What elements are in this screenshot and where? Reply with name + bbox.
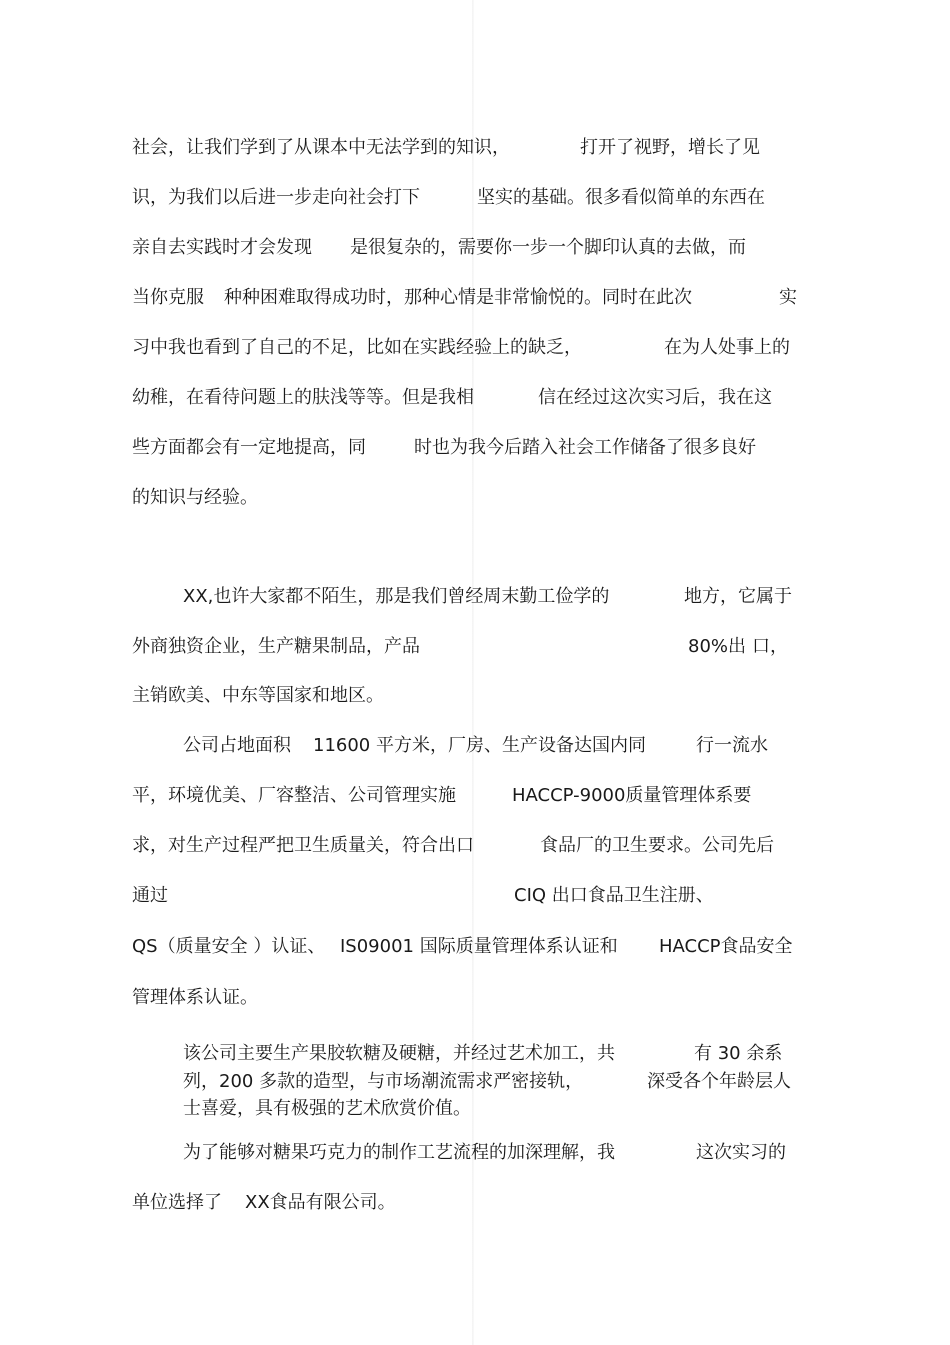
text-segment: 食品厂的卫生要求。公司先后	[540, 835, 774, 856]
text-line	[132, 1094, 802, 1124]
text-line	[132, 183, 802, 213]
text-segment: 行一流水	[696, 735, 768, 756]
text-segment: 为了能够对糖果巧克力的制作工艺流程的加深理解，我	[183, 1142, 615, 1163]
text-line	[132, 881, 802, 911]
text-segment: 80%出	[688, 636, 747, 657]
text-segment: IS09001 国际质量管理体系认证和	[340, 936, 618, 957]
text-segment: 公司占地面积	[183, 735, 291, 756]
text-segment: 外商独资企业，生产糖果制品，产品	[132, 636, 420, 657]
text-line	[132, 932, 802, 962]
text-segment: 坚实的基础。很多看似简单的东西在	[477, 187, 765, 208]
text-line	[132, 333, 802, 363]
text-line	[132, 1039, 802, 1069]
text-segment: 平，环境优美、厂容整洁、公司管理实施	[132, 785, 456, 806]
text-segment: 该公司主要生产果胶软糖及硬糖，并经过艺术加工，共	[183, 1043, 615, 1064]
text-line	[132, 1188, 802, 1218]
text-segment: 单位选择了	[132, 1192, 222, 1213]
text-segment: 打开了视野，增长了见	[580, 137, 760, 158]
text-segment: 亲自去实践时才会发现	[132, 237, 312, 258]
text-line	[132, 781, 802, 811]
text-line	[132, 433, 802, 463]
text-segment: 信在经过这次实习后，我在这	[538, 387, 772, 408]
text-line	[132, 632, 802, 662]
text-line	[132, 233, 802, 263]
text-segment: XX,也许大家都不陌生，那是我们曾经周末勤工俭学的	[183, 586, 610, 607]
text-segment: 口，	[752, 636, 788, 657]
text-segment: 有 30 余系	[694, 1043, 783, 1064]
text-segment: 时也为我今后踏入社会工作储备了很多良好	[414, 437, 756, 458]
text-segment: 的知识与经验。	[132, 487, 258, 508]
text-segment: 深受各个年龄层人	[647, 1071, 791, 1092]
text-segment: 幼稚，在看待问题上的肤浅等等。但是我相	[132, 387, 474, 408]
text-segment: 通过	[132, 885, 168, 906]
text-segment: XX食品有限公司。	[245, 1192, 396, 1213]
text-segment: 管理体系认证。	[132, 987, 258, 1008]
text-line	[132, 383, 802, 413]
text-segment: 11600 平方米，厂房、生产设备达国内同	[313, 735, 646, 756]
text-segment: 识，为我们以后进一步走向社会打下	[132, 187, 420, 208]
text-line	[132, 283, 802, 313]
text-segment: 习中我也看到了自己的不足，比如在实践经验上的缺乏，	[132, 337, 582, 358]
text-line	[132, 1067, 802, 1097]
text-segment: 是很复杂的，需要你一步一个脚印认真的去做，而	[350, 237, 746, 258]
text-line	[132, 582, 802, 612]
text-segment: QS（质量安全 ）认证、	[132, 936, 326, 957]
text-segment: 实	[779, 287, 797, 308]
text-segment: 些方面都会有一定地提高，同	[132, 437, 366, 458]
text-line	[132, 831, 802, 861]
text-segment: CIQ 出口食品卫生注册、	[514, 885, 714, 906]
text-line	[132, 133, 802, 163]
text-segment: 这次实习的	[696, 1142, 786, 1163]
text-segment: HACCP食品安全	[659, 936, 793, 957]
text-segment: 主销欧美、中东等国家和地区。	[132, 685, 384, 706]
text-segment: 在为人处事上的	[664, 337, 790, 358]
text-segment: 士喜爱，具有极强的艺术欣赏价值。	[183, 1098, 471, 1119]
text-line	[132, 681, 802, 711]
text-line	[132, 983, 802, 1013]
text-line	[132, 731, 802, 761]
text-segment: 列，200 多款的造型，与市场潮流需求严密接轨，	[183, 1071, 584, 1092]
text-segment: 当你克服	[132, 287, 204, 308]
text-line	[132, 483, 802, 513]
text-segment: 求，对生产过程严把卫生质量关，符合出口	[132, 835, 474, 856]
text-line	[132, 1138, 802, 1168]
text-segment: 社会，让我们学到了从课本中无法学到的知识，	[132, 137, 510, 158]
text-segment: 地方，它属于	[684, 586, 792, 607]
text-segment: HACCP-9000质量管理体系要	[512, 785, 752, 806]
text-segment: 种种困难取得成功时，那种心情是非常愉悦的。同时在此次	[224, 287, 692, 308]
